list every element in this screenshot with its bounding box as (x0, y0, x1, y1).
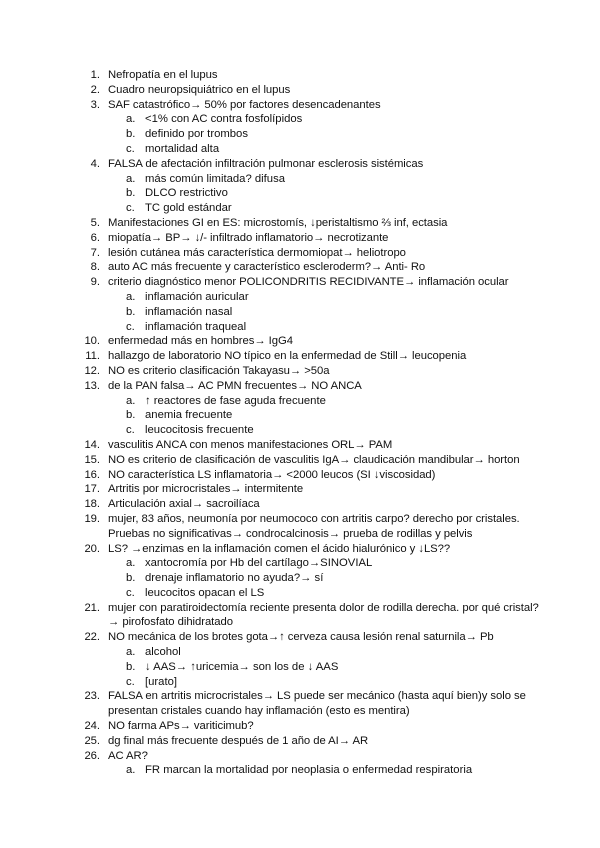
list-item-number: 22. (84, 631, 100, 644)
list-item (0, 68, 600, 83)
sub-list-item-letter: a. (126, 646, 136, 659)
list-item-text: Manifestaciones GI en ES: microstomís, ↓peristaltismo ⅔ inf, ectasia (108, 216, 448, 229)
list-item (0, 749, 600, 764)
list-item-text: miopatía→ BP→ ↓/- infiltrado inflamatorio→ necrotizante (108, 231, 389, 244)
list-item (0, 630, 600, 645)
sub-list-item-letter: a. (126, 394, 136, 407)
sub-list-item (0, 394, 600, 409)
sub-list-item-text: leucocitosis frecuente (145, 424, 254, 437)
list-item-number: 2. (90, 83, 100, 96)
numbered-list (0, 68, 600, 778)
sub-list-item-letter: b. (126, 128, 136, 141)
list-item-text: FALSA de afectación infiltración pulmonar esclerosis sistémicas (108, 157, 424, 170)
list-item-text: NO mecánica de los brotes gota→↑ cerveza causa lesión renal saturnila→ Pb (108, 631, 494, 644)
list-item-number: 8. (90, 261, 100, 274)
list-item (0, 379, 600, 394)
list-item-number: 18. (84, 498, 100, 511)
sub-list-item-letter: a. (126, 290, 136, 303)
sub-list-item-text: TC gold estándar (145, 202, 232, 215)
sub-list-item-text: inflamación auricular (145, 290, 249, 303)
list-item-text: Nefropatía en el lupus (108, 69, 218, 81)
list-item (0, 689, 600, 719)
list-item-number: 5. (90, 216, 100, 229)
list-item-text: auto AC más frecuente y característico escleroderm?→ Anti- Ro (108, 261, 426, 274)
list-item-text: SAF catastrófico→ 50% por factores desencadenantes (108, 98, 381, 111)
sub-list-item-letter: c. (126, 202, 135, 215)
list-item-text: NO farma APs→ variticimub? (108, 720, 254, 733)
sub-list-item-letter: c. (126, 320, 135, 333)
list-item-text: vasculitis ANCA con menos manifestaciones ORL→ PAM (108, 438, 393, 451)
sub-list-item-text: <1% con AC contra fosfolípidos (145, 113, 303, 126)
list-item-number: 26. (84, 749, 100, 762)
sub-list-item-letter: a. (126, 557, 136, 570)
sub-list-item (0, 305, 600, 320)
list-item-text: mujer con paratiroidectomía reciente presenta dolor de rodilla derecha. por qué cristal?→ pirofosfato dihidratado (108, 601, 539, 629)
list-item-text: AC AR? (108, 749, 148, 762)
list-item-number: 14. (84, 438, 100, 451)
sub-list-item-text: anemia frecuente (145, 409, 233, 422)
list-item-number: 3. (90, 98, 100, 111)
list-item-number: 12. (84, 364, 100, 377)
list-item (0, 719, 600, 734)
list-item-text: NO característica LS inflamatoria→ <2000 leucos (SI ↓viscosidad) (108, 468, 436, 481)
list-item-text: hallazgo de laboratorio NO típico en la enfermedad de Still→ leucopenia (108, 350, 467, 363)
sub-list-item (0, 127, 600, 142)
sub-list-item-text: inflamación traqueal (145, 320, 247, 333)
sub-list-item-text: ↓ AAS→ ↑uricemia→ son los de ↓ AAS (145, 660, 339, 673)
sub-list-item (0, 186, 600, 201)
sub-list-item (0, 290, 600, 305)
list-item (0, 438, 600, 453)
list-item (0, 512, 600, 542)
list-item-text: criterio diagnóstico menor POLICONDRITIS RECIDIVANTE→ inflamación ocular (108, 276, 509, 289)
sub-list-item-letter: b. (126, 660, 136, 673)
list-item-number: 11. (85, 350, 100, 363)
list-item-number: 6. (90, 231, 100, 244)
list-item-text: lesión cutánea más característica dermomiopat→ heliotropo (108, 246, 406, 259)
sub-list-item (0, 675, 600, 690)
list-item-number: 25. (84, 734, 100, 747)
list-item-number: 10. (84, 335, 100, 348)
sub-list-item (0, 172, 600, 187)
sub-list-item-text: alcohol (145, 646, 181, 659)
list-item-text: de la PAN falsa→ AC PMN frecuentes→ NO ANCA (108, 379, 362, 392)
sub-list-item (0, 556, 600, 571)
sub-list-item (0, 645, 600, 660)
list-item-number: 20. (84, 542, 100, 555)
list-item-number: 24. (84, 720, 100, 733)
list-item-number: 15. (84, 453, 100, 466)
sub-list-item (0, 320, 600, 335)
list-item-text: LS? →enzimas en la inflamación comen el ácido hialurónico y ↓LS?? (108, 542, 451, 555)
list-item (0, 334, 600, 349)
sub-list-item-letter: a. (126, 113, 136, 126)
list-item (0, 468, 600, 483)
list-item (0, 601, 600, 631)
sub-list-item-letter: c. (126, 424, 135, 437)
list-item (0, 157, 600, 172)
list-item-text: Artritis por microcristales→ intermitente (108, 483, 304, 496)
sub-list-item-text: leucocitos opacan el LS (145, 586, 265, 599)
sub-list-item-text: FR marcan la mortalidad por neoplasia o enfermedad respiratoria (145, 764, 473, 777)
list-item-text: dg final más frecuente después de 1 año de AI→ AR (108, 734, 369, 747)
sub-list-item (0, 201, 600, 216)
list-item-number: 17. (84, 483, 100, 496)
sub-list-item-letter: b. (126, 409, 136, 422)
sub-list-item-text: [urato] (145, 675, 178, 688)
sub-list-item (0, 408, 600, 423)
sub-list-item-text: mortalidad alta (145, 142, 220, 155)
sub-list-item (0, 112, 600, 127)
list-item (0, 453, 600, 468)
list-item (0, 542, 600, 557)
sub-list-item-letter: a. (126, 172, 136, 185)
sub-list-item-text: ↑ reactores de fase aguda frecuente (145, 394, 326, 407)
sub-list-item (0, 423, 600, 438)
list-item-text: NO es criterio de clasificación de vasculitis IgA→ claudicación mandibular→ horton (108, 453, 520, 466)
sub-list-item (0, 763, 600, 778)
sub-list-item-letter: b. (126, 572, 136, 585)
list-item (0, 275, 600, 290)
sub-list-item-letter: c. (126, 675, 135, 688)
sub-list-item-text: inflamación nasal (145, 305, 233, 318)
list-item (0, 216, 600, 231)
sub-list-item-letter: c. (126, 142, 135, 155)
list-item (0, 98, 600, 113)
sub-list-item-text: DLCO restrictivo (145, 187, 228, 200)
list-item-text: enfermedad más en hombres→ IgG4 (108, 335, 293, 348)
list-item-number: 16. (84, 468, 100, 481)
list-item-number: 1. (90, 69, 100, 81)
list-item-text: NO es criterio clasificación Takayasu→ >50a (108, 364, 330, 377)
list-item-text: Articulación axial→ sacroilíaca (108, 498, 260, 511)
list-item-text: mujer, 83 años, neumonía por neumococo con artritis carpo? derecho por cristales. Pruebas no significativas→ condrocalcinosis→ prueba de rodillas y pelvis (108, 512, 520, 540)
list-item-number: 19. (84, 512, 100, 525)
sub-list-item-text: definido por trombos (145, 128, 248, 141)
list-item (0, 734, 600, 749)
sub-list-item-text: xantocromía por Hb del cartílago→SINOVIAL (145, 557, 373, 570)
sub-list-item-text: más común limitada? difusa (145, 172, 286, 185)
sub-list-item (0, 571, 600, 586)
list-item (0, 482, 600, 497)
sub-list-item (0, 586, 600, 601)
list-item (0, 364, 600, 379)
list-item-number: 7. (90, 246, 100, 259)
list-item-number: 13. (84, 379, 100, 392)
sub-list-item-letter: c. (126, 586, 135, 599)
sub-list-item (0, 660, 600, 675)
list-item-text: FALSA en artritis microcristales→ LS puede ser mecánico (hasta aquí bien)y solo se presentan cristales cuando hay inflamación (esto es mentira) (108, 690, 526, 718)
list-item-number: 21. (84, 601, 100, 614)
list-item (0, 349, 600, 364)
sub-list-item (0, 142, 600, 157)
list-item (0, 497, 600, 512)
list-item (0, 83, 600, 98)
list-item-number: 23. (84, 690, 100, 703)
sub-list-item-letter: b. (126, 187, 136, 200)
list-item (0, 231, 600, 246)
list-item-number: 9. (90, 276, 100, 289)
list-item (0, 246, 600, 261)
list-item-text: Cuadro neuropsiquiátrico en el lupus (108, 83, 291, 96)
list-item-number: 4. (90, 157, 100, 170)
sub-list-item-text: drenaje inflamatorio no ayuda?→ sí (145, 572, 324, 585)
list-item (0, 260, 600, 275)
sub-list-item-letter: a. (126, 764, 136, 777)
sub-list-item-letter: b. (126, 305, 136, 318)
